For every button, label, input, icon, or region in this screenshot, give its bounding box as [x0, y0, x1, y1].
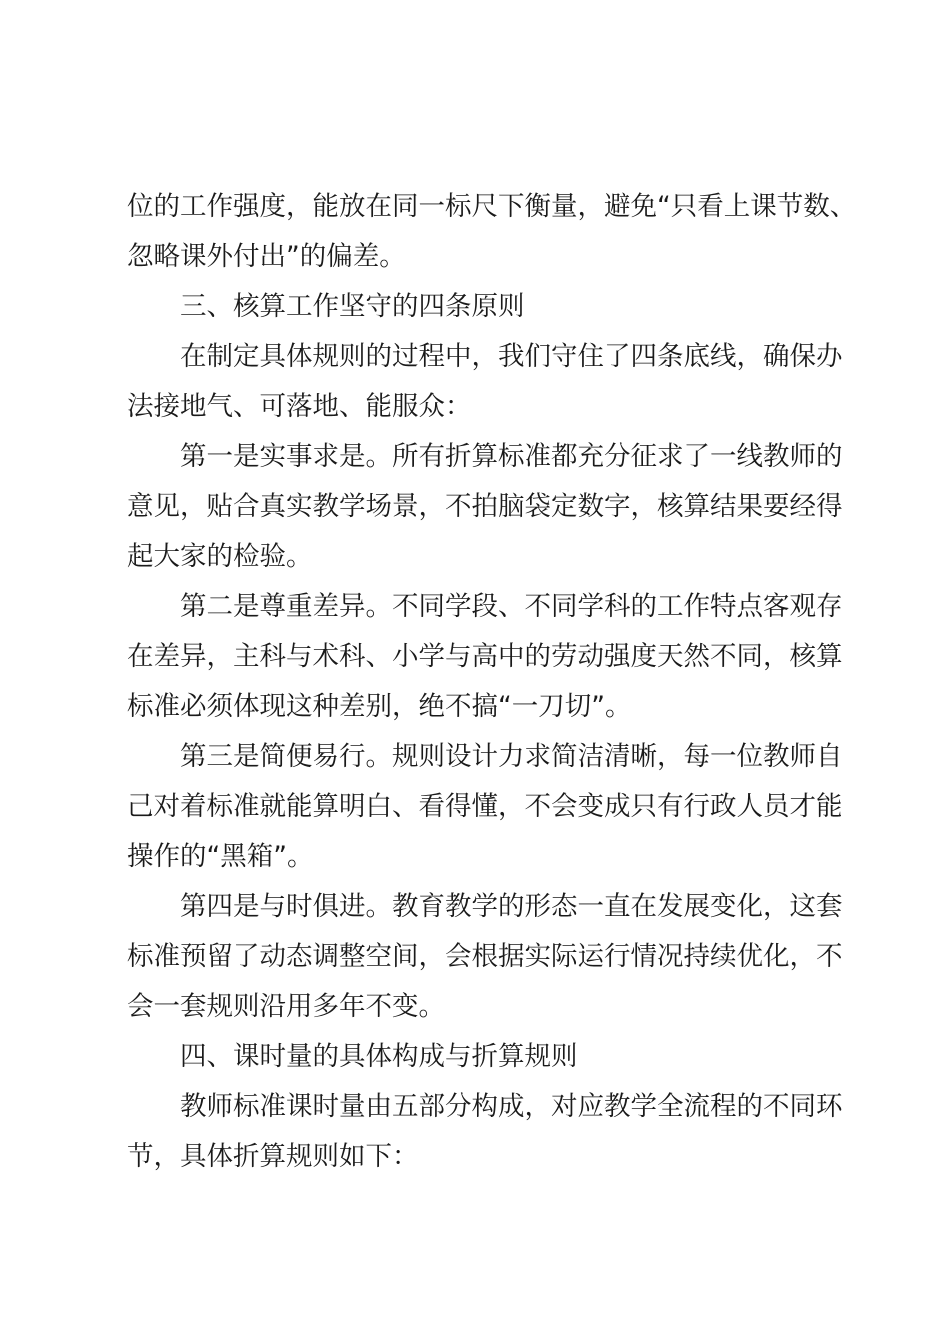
paragraph — [127, 1032, 837, 1082]
text-line: 三、核算工作坚守的四条原则 — [180, 291, 525, 322]
text-line: 起大家的检验。 — [127, 541, 313, 572]
text-line: 法接地气、可落地、能服众： — [127, 391, 472, 422]
text-line: 教师标准课时量由五部分构成，对应教学全流程的不同环 — [180, 1091, 843, 1122]
text-line: 会一套规则沿用多年不变。 — [127, 991, 445, 1022]
text-line: 四、课时量的具体构成与折算规则 — [180, 1041, 578, 1072]
text-line: 标准预留了动态调整空间，会根据实际运行情况持续优化，不 — [127, 941, 843, 972]
text-line: 意见，贴合真实教学场景，不拍脑袋定数字，核算结果要经得 — [127, 491, 843, 522]
text-line: 第四是与时俱进。教育教学的形态一直在发展变化，这套 — [180, 891, 843, 922]
document-body — [127, 182, 857, 1182]
paragraph — [127, 432, 843, 582]
text-line: 第一是实事求是。所有折算标准都充分征求了一线教师的 — [180, 441, 843, 472]
paragraph — [127, 582, 843, 732]
text-line: 标准必须体现这种差别，绝不搞“一刀切”。 — [127, 691, 632, 722]
paragraph — [127, 332, 843, 432]
text-line: 在制定具体规则的过程中，我们守住了四条底线，确保办 — [180, 341, 843, 372]
text-line: 操作的“黑箱”。 — [127, 841, 314, 872]
paragraph — [127, 732, 843, 882]
paragraph — [127, 882, 843, 1032]
paragraph — [127, 1082, 843, 1182]
paragraph — [127, 282, 837, 332]
text-line: 忽略课外付出”的偏差。 — [127, 241, 406, 272]
text-line: 节，具体折算规则如下： — [127, 1141, 419, 1172]
text-line: 第二是尊重差异。不同学段、不同学科的工作特点客观存 — [180, 591, 843, 622]
paragraph — [127, 182, 857, 282]
text-line: 第三是简便易行。规则设计力求简洁清晰，每一位教师自 — [180, 741, 843, 772]
text-line: 位的工作强度，能放在同一标尺下衡量，避免“只看上课节数、 — [127, 191, 857, 222]
text-line: 己对着标准就能算明白、看得懂，不会变成只有行政人员才能 — [127, 791, 843, 822]
text-line: 在差异，主科与术科、小学与高中的劳动强度天然不同，核算 — [127, 641, 843, 672]
